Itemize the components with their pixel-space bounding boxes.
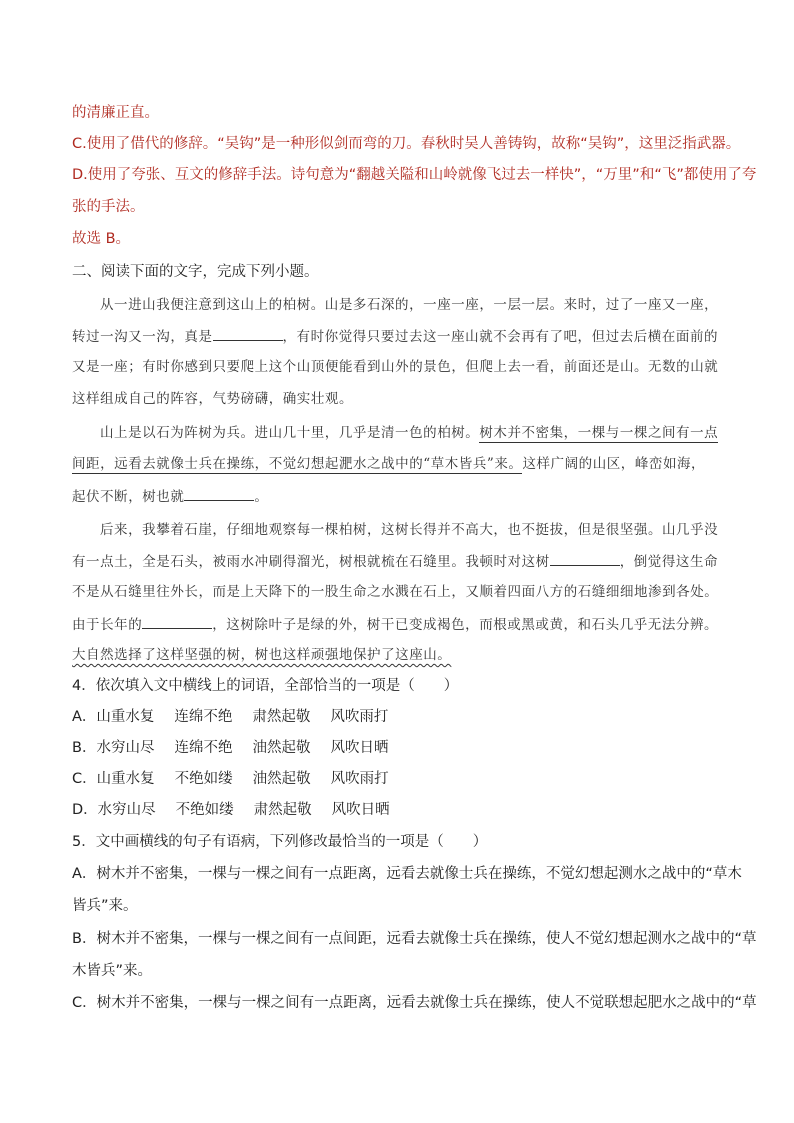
underlined-sentence: 间距，远看去就像士兵在操练，不觉幻想起淝水之战中的“草木皆兵”来。 xyxy=(72,456,523,472)
answer-option-c: C.使用了借代的修辞。“吴钩”是一种形似剑而弯的刀。春秋时吴人善铸钩，故称“吴钩”，这里泛指武器。 xyxy=(72,136,741,152)
section-heading: 二、阅读下面的文字，完成下列小题。 xyxy=(72,264,319,280)
question-5-option-a-line2: 皆兵”来。 xyxy=(72,898,138,914)
fill-blank-4 xyxy=(142,614,212,629)
answer-choice: 故选 B。 xyxy=(72,231,131,247)
question-4-option-a xyxy=(72,707,388,727)
passage-text: 由于长年的 xyxy=(72,617,143,633)
answer-continuation: 的清廉正直。 xyxy=(72,105,159,121)
option-word: 风吹雨打 xyxy=(330,709,389,725)
underlined-sentence: 树木并不密集，一棵与一棵之间有一点 xyxy=(479,425,719,441)
option-word: 山重水复 xyxy=(96,709,155,725)
passage-text: ，有时你觉得只要过去这一座山就不会再有了吧，但过去后横在面前的 xyxy=(282,329,719,345)
passage-p1-line2 xyxy=(72,326,718,347)
question-4-option-b xyxy=(72,738,388,758)
option-letter: C． xyxy=(72,771,97,787)
wavy-underlined-sentence: 大自然选择了这样坚强的树，树也这样顽强地保护了这座山。 xyxy=(72,647,452,663)
passage-p2-line1 xyxy=(100,423,718,443)
passage-p3-line3: 不是从石缝里往外长，而是上天降下的一股生命之水溅在石上，又顺着四面八方的石缝细细地渗到各处。 xyxy=(72,584,719,600)
option-word: 水穷山尽 xyxy=(96,740,155,756)
option-word: 风吹日晒 xyxy=(331,802,390,818)
option-word: 连绵不绝 xyxy=(174,709,233,725)
passage-p3-line1: 后来，我攀着石崖，仔细地观察每一棵柏树，这树长得并不高大，也不挺拔，但是很坚强。山几乎没 xyxy=(100,522,719,538)
passage-text: 转过一沟又一沟，真是 xyxy=(72,329,213,345)
option-word: 风吹日晒 xyxy=(330,740,389,756)
question-4-option-d xyxy=(72,800,390,820)
option-word: 油然起敬 xyxy=(252,771,311,787)
option-word: 肃然起敬 xyxy=(252,709,311,725)
option-letter: A． xyxy=(72,709,97,725)
passage-text: ，倒觉得这生命 xyxy=(619,554,719,570)
passage-p3-line5 xyxy=(72,645,451,665)
passage-text: 山上是以石为阵树为兵。进山几十里，几乎是清一色的柏树。 xyxy=(100,425,480,441)
passage-p1-line4: 这样组成自己的阵容，气势磅礴，确实壮观。 xyxy=(72,391,353,407)
option-word: 连绵不绝 xyxy=(174,740,233,756)
answer-option-d-line1: D.使用了夸张、互文的修辞手法。诗句意为“翻越关隘和山岭就像飞过去一样快”，“万里”和“飞”都使用了夸 xyxy=(72,167,757,183)
answer-option-d-line2: 张的手法。 xyxy=(72,199,145,215)
option-word: 水穷山尽 xyxy=(97,802,156,818)
option-word: 不绝如缕 xyxy=(175,802,234,818)
passage-text: ，这树除叶子是绿的外，树干已变成褐色，而根或黑或黄，和石头几乎无法分辨。 xyxy=(212,617,719,633)
question-4-option-c xyxy=(72,769,389,789)
option-letter: B． xyxy=(72,740,97,756)
option-word: 不绝如缕 xyxy=(174,771,233,787)
question-5-option-c-line1: C．树木并不密集，一棵与一棵之间有一点距离，远看去就像士兵在操练，使人不觉联想起肥水之战中的“草 xyxy=(72,995,757,1011)
passage-p1-line3: 又是一座；有时你感到只要爬上这个山顶便能看到山外的景色，但爬上去一看，前面还是山。无数的山就 xyxy=(72,359,719,375)
question-5-option-b-line1: B．树木并不密集，一棵与一棵之间有一点间距，远看去就像士兵在操练，使人不觉幻想起测水之战中的“草 xyxy=(72,931,757,947)
option-letter: D． xyxy=(72,802,98,818)
option-word: 油然起敬 xyxy=(252,740,311,756)
option-word: 山重水复 xyxy=(96,771,155,787)
passage-p3-line2 xyxy=(72,551,718,572)
passage-text: 起伏不断，树也就 xyxy=(72,489,185,505)
passage-p3-line4 xyxy=(72,614,718,635)
passage-p1-line1: 从一进山我便注意到这山上的柏树。山是多石深的，一座一座，一层一层。来时，过了一座又一座， xyxy=(100,297,719,313)
passage-p2-line3 xyxy=(72,486,268,507)
question-5-stem: 5．文中画横线的句子有语病，下列修改最恰当的一项是（ ） xyxy=(72,834,488,850)
question-5-option-a-line1: A．树木并不密集，一棵与一棵之间有一点距离，远看去就像士兵在操练，不觉幻想起测水之战中的“草木 xyxy=(72,866,742,882)
passage-text: 有一点土，全是石头，被雨水冲刷得溜光，树根就梳在石缝里。我顿时对这树 xyxy=(72,554,550,570)
question-4-stem: 4．依次填入文中横线上的词语，全部恰当的一项是（ ） xyxy=(72,678,459,694)
fill-blank-1 xyxy=(213,326,283,341)
fill-blank-2 xyxy=(184,486,254,501)
passage-p2-line2 xyxy=(72,454,705,474)
fill-blank-3 xyxy=(550,551,620,566)
option-word: 肃然起敬 xyxy=(253,802,312,818)
passage-text: 。 xyxy=(254,489,269,505)
option-word: 风吹雨打 xyxy=(330,771,389,787)
passage-text: 这样广阔的山区，峰峦如海， xyxy=(522,456,706,472)
question-5-option-b-line2: 木皆兵”来。 xyxy=(72,963,153,979)
